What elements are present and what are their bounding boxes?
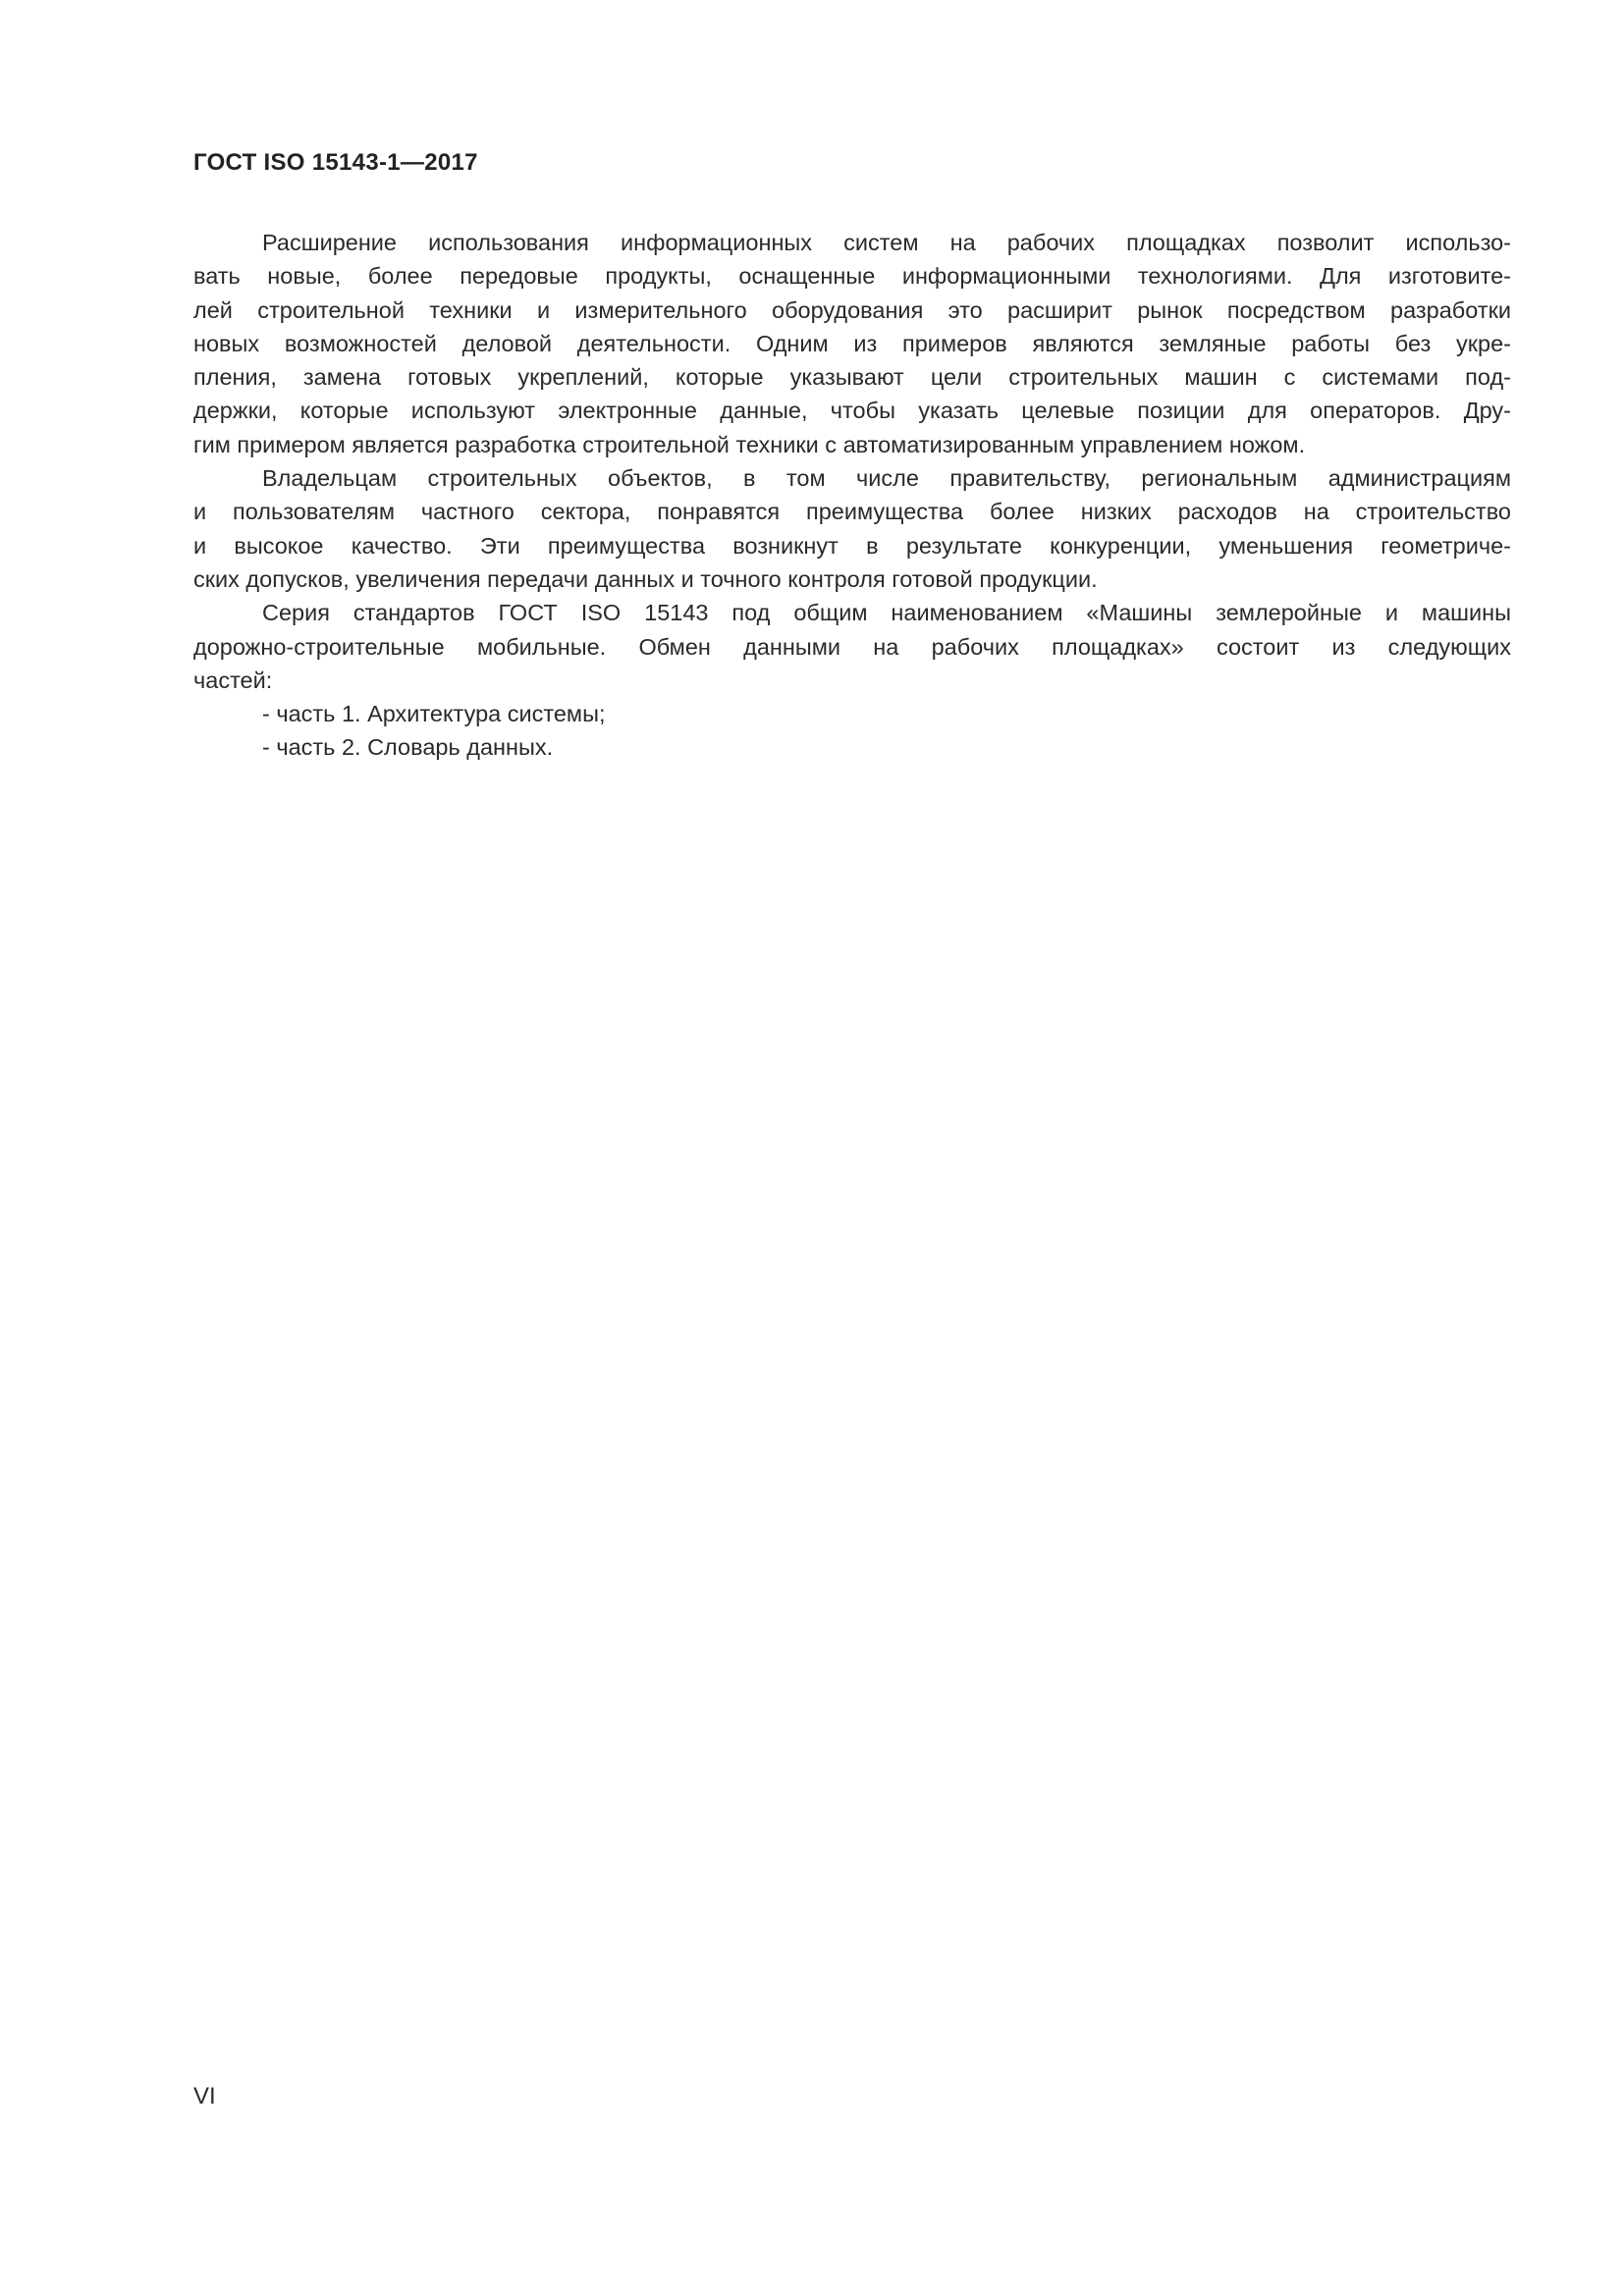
- paragraph-line: держки, которые используют электронные данные, чтобы указать целевые позиции для операторов. Дру-: [193, 398, 1511, 424]
- paragraph-2: [193, 461, 1511, 596]
- introduction-text: [193, 226, 1511, 765]
- paragraph-1: [193, 226, 1511, 461]
- document-code-header: ГОСТ ISO 15143-1—2017: [193, 149, 478, 176]
- paragraph-line: и пользователям частного сектора, понравятся преимущества более низких расходов на строительство: [193, 499, 1511, 525]
- paragraph-line: и высокое качество. Эти преимущества возникнут в результате конкуренции, уменьшения геометриче-: [193, 532, 1511, 559]
- paragraph-line: лей строительной техники и измерительного оборудования это расширит рынок посредством разработки: [193, 296, 1511, 323]
- paragraph-line: пления, замена готовых укреплений, которые указывают цели строительных машин с системами под-: [193, 364, 1511, 391]
- list-item: - часть 1. Архитектура системы;: [262, 701, 606, 727]
- parts-list: [193, 697, 1511, 765]
- paragraph-line: частей:: [193, 667, 273, 693]
- paragraph-line: Расширение использования информационных систем на рабочих площадках позволит использо-: [262, 230, 1511, 255]
- paragraph-line: дорожно-строительные мобильные. Обмен данными на рабочих площадках» состоит из следующих: [193, 633, 1511, 660]
- paragraph-line: вать новые, более передовые продукты, оснащенные информационными технологиями. Для изготовите-: [193, 263, 1511, 290]
- paragraph-3: [193, 596, 1511, 697]
- paragraph-line: ских допусков, увеличения передачи данных и точного контроля готовой продукции.: [193, 565, 1098, 592]
- paragraph-line: Владельцам строительных объектов, в том числе правительству, региональным администрациям: [262, 465, 1511, 492]
- paragraph-line: гим примером является разработка строительной техники с автоматизированным управлением ножом.: [193, 431, 1306, 457]
- page-number: VI: [193, 2083, 216, 2109]
- list-item: - часть 2. Словарь данных.: [262, 734, 554, 761]
- paragraph-line: Серия стандартов ГОСТ ISO 15143 под общим наименованием «Машины землеройные и машины: [262, 600, 1511, 626]
- paragraph-line: новых возможностей деловой деятельности. Одним из примеров являются земляные работы без укре-: [193, 330, 1511, 356]
